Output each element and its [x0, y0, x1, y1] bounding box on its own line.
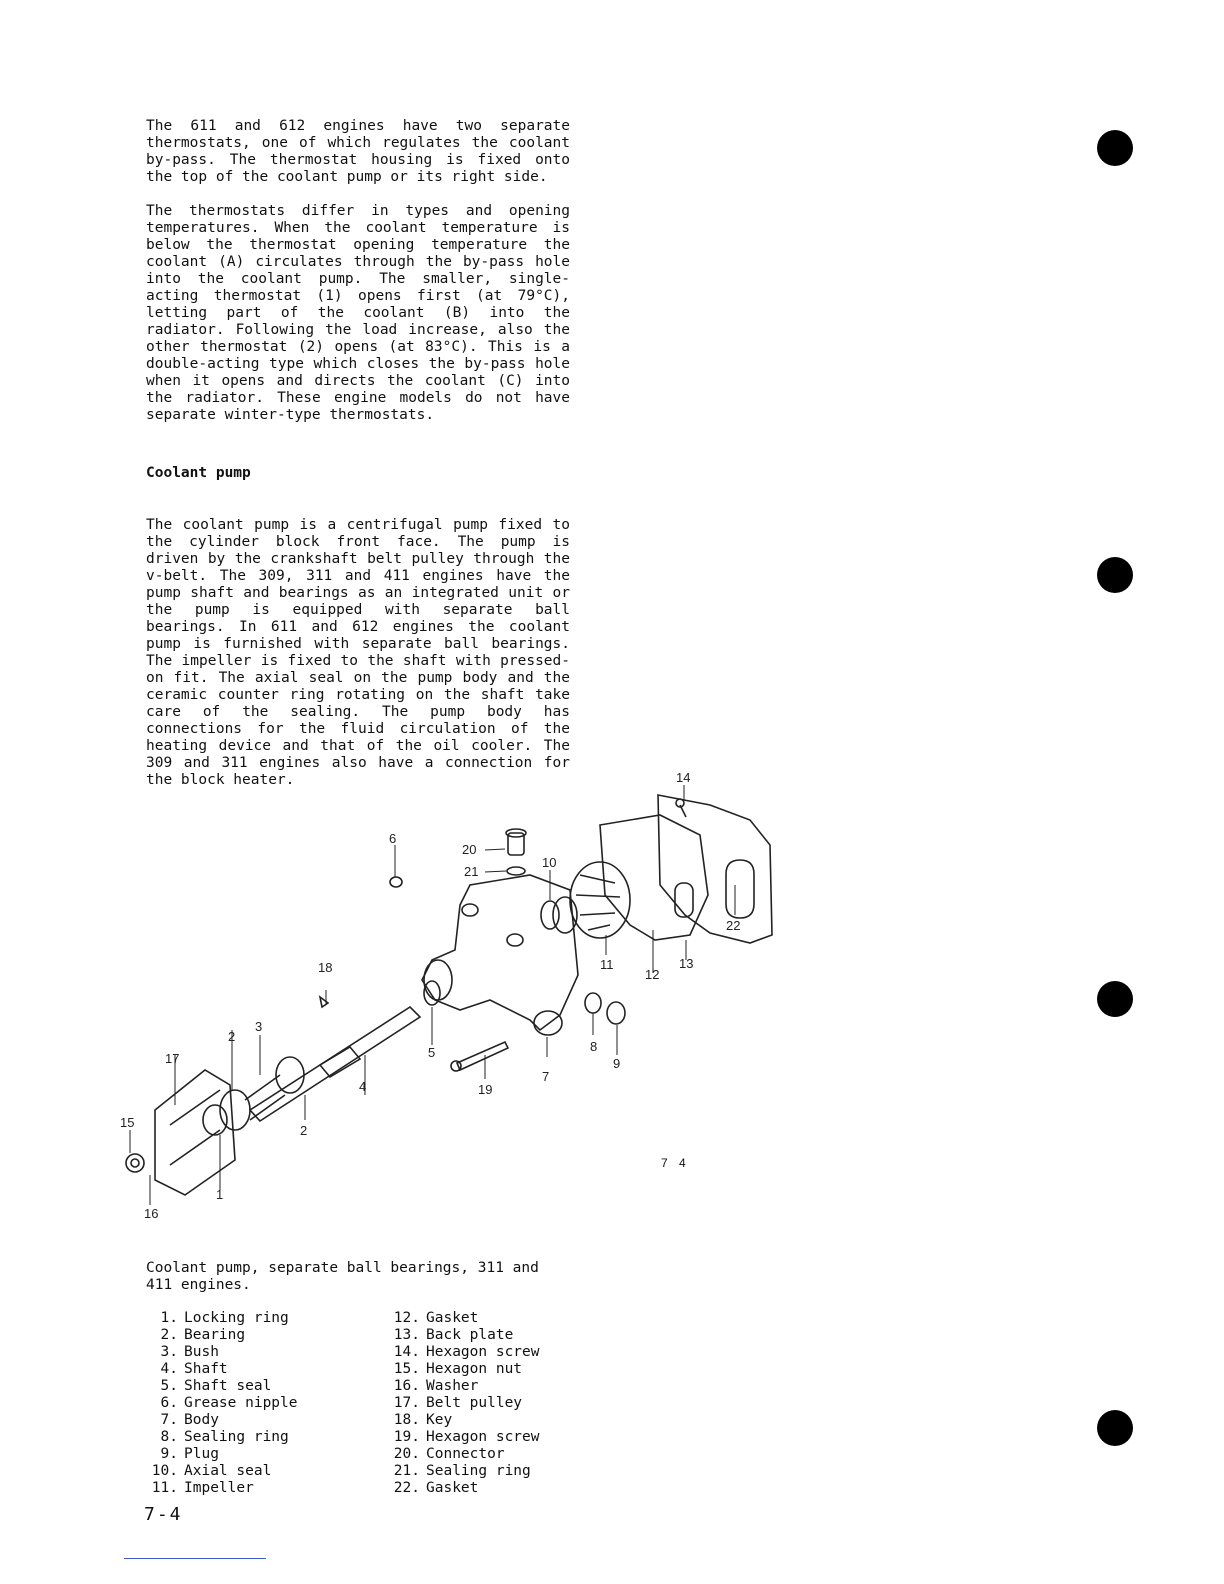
callout-12: 12 [645, 967, 660, 982]
callout-6: 6 [389, 831, 397, 846]
binder-hole [1097, 130, 1133, 166]
legend-item: 10. Axial seal [151, 1463, 272, 1479]
shaft-shape [250, 1007, 420, 1121]
callout-7: 7 [542, 1069, 550, 1084]
callout-14: 14 [676, 770, 691, 785]
legend-item: 3. Bush [160, 1344, 219, 1360]
callout-20: 20 [462, 842, 477, 857]
legend-item: 4. Shaft [160, 1361, 228, 1377]
callout-4: 4 [359, 1079, 367, 1094]
legend-item: 2. Bearing [160, 1327, 246, 1343]
coolant-pump-paragraph: The coolant pump is a centrifugal pump fixed to the cylinder block front face. The pump is driven by the crankshaft belt pulley through the v-belt. The 309, 311 and 411 engines have the pump shaft and bearings as an integrated unit or the pump is equipped with separate ball bearings. In 611 and 612 engines the coolant pump is furnished with separate ball bearings. The impeller is fixed to the shaft with pressed-on fit. The axial seal on the pump body and the ceramic counter ring rotating on the shaft take care of the sealing. The pump body has connections for the fluid circulation of the heating device and that of the oil cooler. The 309 and 311 engines also have a connection for the block heater. [146, 517, 570, 788]
binder-hole [1097, 557, 1133, 593]
legend-item: 13. Back plate [393, 1327, 514, 1343]
legend-item: 11. Impeller [151, 1480, 254, 1496]
legend-item: 12. Gasket [393, 1310, 479, 1326]
legend-item: 6. Grease nipple [160, 1395, 298, 1411]
callout-3: 3 [255, 1019, 263, 1034]
callout-19: 19 [478, 1082, 493, 1097]
callout-15: 15 [120, 1115, 135, 1130]
legend-item: 18. Key [393, 1412, 453, 1428]
legend-item: 20. Connector [393, 1446, 505, 1462]
figure-caption: Coolant pump, separate ball bearings, 311 and 411 engines. [146, 1260, 539, 1293]
legend-item: 7. Body [160, 1412, 219, 1428]
belt-pulley-shape [155, 1070, 235, 1195]
thermostat-intro-paragraph: The 611 and 612 engines have two separate thermostats, one of which regulates the coolant by-pass. The thermostat housing is fixed onto the top of the coolant pump or its right side. [146, 118, 570, 185]
binder-hole [1097, 981, 1133, 1017]
callout-18: 18 [318, 960, 333, 975]
callout-13: 13 [679, 956, 694, 971]
callout-1: 1 [216, 1187, 224, 1202]
legend-item: 22. Gasket [393, 1480, 479, 1496]
page-number: 7-4 [144, 1504, 183, 1525]
section-heading: Coolant pump [146, 465, 251, 481]
callout-16: 16 [144, 1206, 159, 1221]
legend-item: 15. Hexagon nut [393, 1361, 523, 1377]
callout-21: 21 [464, 864, 479, 879]
legend-right-column [386, 1310, 540, 1497]
pump-body-shape [422, 875, 578, 1030]
legend-item: 9. Plug [160, 1446, 219, 1462]
legend-item: 1. Locking ring [160, 1310, 289, 1326]
callout-9: 9 [613, 1056, 621, 1071]
diagram-drawing [126, 795, 772, 1195]
callout-17: 17 [165, 1051, 180, 1066]
callout-2-upper: 2 [228, 1029, 236, 1044]
figure-code: 7 4 [661, 1156, 690, 1170]
callout-2-lower: 2 [300, 1123, 308, 1138]
gasket-22-shape [658, 795, 772, 943]
callout-5: 5 [428, 1045, 436, 1060]
legend-item: 21. Sealing ring [393, 1463, 531, 1479]
callout-11: 11 [600, 957, 614, 972]
legend-left-column [144, 1310, 298, 1497]
callout-10: 10 [542, 855, 557, 870]
callout-8: 8 [590, 1039, 598, 1054]
callout-22: 22 [726, 918, 741, 933]
back-plate-shape [600, 815, 708, 940]
bottom-rule [124, 1558, 266, 1559]
binder-hole [1097, 1410, 1133, 1446]
legend-item: 8. Sealing ring [160, 1429, 289, 1445]
legend-item: 17. Belt pulley [393, 1395, 523, 1411]
legend-item: 16. Washer [393, 1378, 479, 1394]
legend-item: 5. Shaft seal [160, 1378, 272, 1394]
legend-item: 19. Hexagon screw [393, 1429, 540, 1445]
thermostat-types-paragraph: The thermostats differ in types and opening temperatures. When the coolant temperature is below the thermostat opening temperature the coolant (A) circulates through the by-pass hole into the coolant pump. The smaller, single-acting thermostat (1) opens first (at 79°C), letting part of the coolant (B) into the radiator. Following the load increase, also the other thermostat (2) opens (at 83°C). This is a double-acting type which closes the by-pass hole when it opens and directs the coolant (C) into the radiator. These engine models do not have separate winter-type thermostats. [146, 203, 570, 423]
legend-item: 14. Hexagon screw [393, 1344, 540, 1360]
